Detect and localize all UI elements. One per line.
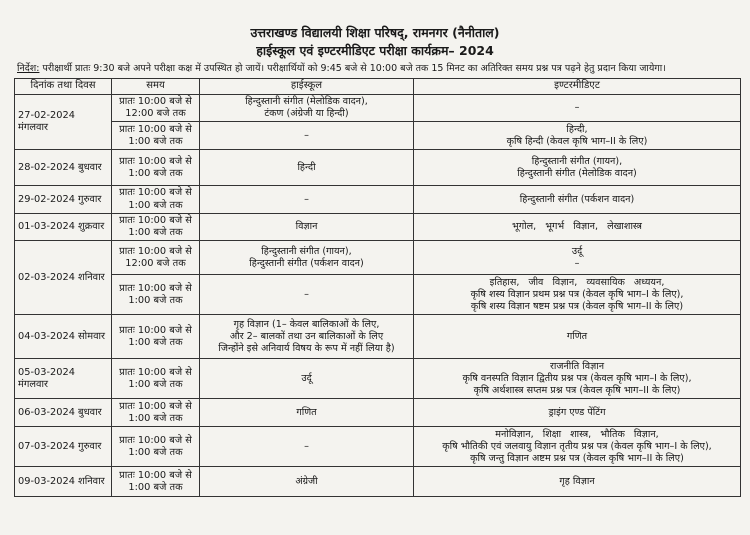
highschool-cell: विज्ञान — [200, 213, 414, 240]
table-row — [15, 241, 741, 275]
intermediate-cell: उर्दू – — [414, 241, 741, 275]
date-cell: 27-02-2024 मंगलवार — [15, 95, 112, 150]
table-row — [15, 186, 741, 213]
table-row — [15, 427, 741, 467]
header-time: समय — [112, 79, 200, 95]
intermediate-cell: हिन्दुस्तानी संगीत (पर्कशन वादन) — [414, 186, 741, 213]
date-cell: 07-03-2024 गुरुवार — [15, 427, 112, 467]
table-row — [15, 275, 741, 315]
highschool-cell: हिन्दुस्तानी संगीत (मेलोडिक वादन), टंकण (अंग्रेजी या हिन्दी) — [200, 95, 414, 122]
table-row — [15, 122, 741, 150]
schedule-table — [14, 78, 741, 497]
date-cell: 29-02-2024 गुरुवार — [15, 186, 112, 213]
highschool-cell: – — [200, 427, 414, 467]
time-cell: प्रातः 10:00 बजे से 1:00 बजे तक — [112, 427, 200, 467]
intermediate-cell: गृह विज्ञान — [414, 467, 741, 497]
highschool-cell: – — [200, 275, 414, 315]
date-cell: 04-03-2024 सोमवार — [15, 315, 112, 359]
schedule-title: हाईस्कूल एवं इण्टरमीडिएट परीक्षा कार्यक्रम– 2024 — [256, 43, 494, 58]
intermediate-cell: गणित — [414, 315, 741, 359]
date-cell: 09-03-2024 शनिवार — [15, 467, 112, 497]
time-cell: प्रातः 10:00 बजे से 1:00 बजे तक — [112, 150, 200, 186]
intermediate-cell: भूगोल, भूगर्भ विज्ञान, लेखाशास्त्र — [414, 213, 741, 240]
highschool-cell: गृह विज्ञान (1– केवल बालिकाओं के लिए, और 2– बालकों तथा उन बालिकाओं के लिए जिन्होंने इसे अनिवार्य विषय के रूप में नहीं लिया है) — [200, 315, 414, 359]
highschool-cell: – — [200, 186, 414, 213]
time-cell: प्रातः 10:00 बजे से 1:00 बजे तक — [112, 186, 200, 213]
instructions-note — [17, 61, 737, 74]
table-row — [15, 399, 741, 427]
time-cell: प्रातः 10:00 बजे से 1:00 बजे तक — [112, 359, 200, 399]
time-cell: प्रातः 10:00 बजे से 1:00 बजे तक — [112, 275, 200, 315]
intermediate-cell: हिन्दुस्तानी संगीत (गायन), हिन्दुस्तानी संगीत (मेलोडिक वादन) — [414, 150, 741, 186]
highschool-cell: हिन्दी — [200, 150, 414, 186]
date-cell: 02-03-2024 शनिवार — [15, 241, 112, 315]
board-title: उत्तराखण्ड विद्यालयी शिक्षा परिषद्, रामनगर (नैनीताल) — [250, 25, 500, 40]
table-row — [15, 315, 741, 359]
table-row — [15, 150, 741, 186]
intermediate-cell: इतिहास, जीव विज्ञान, व्यवसायिक अध्ययन, कृषि शस्य विज्ञान प्रथम प्रश्न पत्र (केवल कृषि भाग–I के लिए), कृषि शस्य विज्ञान षष्टम प्रश्न पत्र (केवल कृषि भाग–II के लिए) — [414, 275, 741, 315]
header-highschool: हाईस्कूल — [200, 79, 414, 95]
time-cell: प्रातः 10:00 बजे से 1:00 बजे तक — [112, 399, 200, 427]
time-cell: प्रातः 10:00 बजे से 1:00 बजे तक — [112, 467, 200, 497]
time-cell: प्रातः 10:00 बजे से 1:00 बजे तक — [112, 213, 200, 240]
intermediate-cell: ड्राइंग एण्ड पेंटिंग — [414, 399, 741, 427]
time-cell: प्रातः 10:00 बजे से 1:00 बजे तक — [112, 315, 200, 359]
date-cell: 05-03-2024 मंगलवार — [15, 359, 112, 399]
table-header-row — [15, 79, 741, 95]
header-date: दिनांक तथा दिवस — [15, 79, 112, 95]
highschool-cell: अंग्रेजी — [200, 467, 414, 497]
header-intermediate: इण्टरमीडिएट — [414, 79, 741, 95]
intermediate-cell: राजनीति विज्ञान कृषि वनस्पति विज्ञान द्वितीय प्रश्न पत्र (केवल कृषि भाग–I के लिए), कृषि अर्थशास्त्र सप्तम प्रश्न पत्र (केवल कृषि भाग–II के लिए) — [414, 359, 741, 399]
instructions-label: निर्देश: — [17, 63, 40, 74]
highschool-cell: गणित — [200, 399, 414, 427]
time-cell: प्रातः 10:00 बजे से 1:00 बजे तक — [112, 122, 200, 150]
intermediate-cell: – — [414, 95, 741, 122]
table-row — [15, 467, 741, 497]
highschool-cell: – — [200, 122, 414, 150]
date-cell: 06-03-2024 बुधवार — [15, 399, 112, 427]
date-cell: 28-02-2024 बुधवार — [15, 150, 112, 186]
date-cell: 01-03-2024 शुक्रवार — [15, 213, 112, 240]
time-cell: प्रातः 10:00 बजे से 12:00 बजे तक — [112, 95, 200, 122]
highschool-cell: उर्दू — [200, 359, 414, 399]
time-cell: प्रातः 10:00 बजे से 12:00 बजे तक — [112, 241, 200, 275]
table-row — [15, 213, 741, 240]
table-row — [15, 95, 741, 122]
table-row — [15, 359, 741, 399]
intermediate-cell: मनोविज्ञान, शिक्षा शास्त्र, भौतिक विज्ञान, कृषि भौतिकी एवं जलवायु विज्ञान तृतीय प्रश्न पत्र (केवल कृषि भाग–I के लिए), कृषि जन्तु विज्ञान अष्टम प्रश्न पत्र (केवल कृषि भाग–II के लिए) — [414, 427, 741, 467]
instructions-text: परीक्षार्थी प्रातः 9:30 बजे अपने परीक्षा कक्ष में उपस्थित हो जायें। परीक्षार्थियों को 9:45 बजे से 10:00 बजे तक 15 मिनट का अतिरिक्त समय प्रश्न पत्र पढ़ने हेतु प्रदान किया जायेगा। — [39, 63, 666, 74]
highschool-cell: हिन्दुस्तानी संगीत (गायन), हिन्दुस्तानी संगीत (पर्कशन वादन) — [200, 241, 414, 275]
intermediate-cell: हिन्दी, कृषि हिन्दी (केवल कृषि भाग–II के लिए) — [414, 122, 741, 150]
